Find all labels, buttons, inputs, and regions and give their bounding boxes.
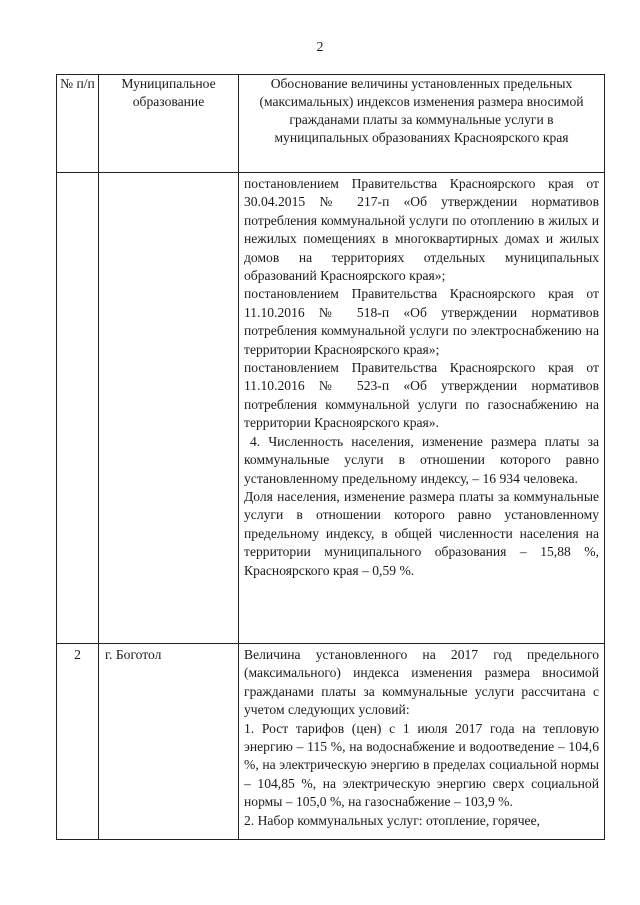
paragraph: Доля населения, изменение размера платы за коммунальные услуги в отношении которого равно установленному предельному индексу, в общей численности населения на территории муниципального образования – 15,88 %, Красноярского края – 0,59 %. — [244, 488, 599, 578]
row-municipality: г. Боготол — [99, 644, 239, 840]
table-row — [57, 173, 605, 644]
page-number: 2 — [316, 40, 324, 55]
header-number: № п/п — [57, 75, 99, 173]
paragraph: постановлением Правительства Красноярского края от 11.10.2016 № 523-п «Об утверждении нормативов потребления коммунальной услуги по газоснабжению на территории Красноярского края». — [244, 360, 599, 431]
header-justification: Обоснование величины установленных предельных (максимальных) индексов изменения размера вносимой гражданами платы за коммунальные услуги в муниципальных образованиях Красноярского края — [239, 75, 605, 173]
paragraph: 4. Численность населения, изменение размера платы за коммунальные услуги в отношении которого равно установленному предельному индексу, – 16 934 человека. — [244, 433, 599, 486]
row-municipality — [99, 173, 239, 644]
indices-table — [56, 74, 605, 840]
row-number: 2 — [57, 644, 99, 840]
row-justification — [239, 173, 605, 644]
paragraph: постановлением Правительства Красноярского края от 11.10.2016 № 518-п «Об утверждении нормативов потребления коммунальной услуги по электроснабжению на территории Красноярского края»; — [244, 286, 599, 357]
table-row — [57, 644, 605, 840]
row-justification — [239, 644, 605, 840]
paragraph: 2. Набор коммунальных услуг: отопление, горячее, — [244, 812, 541, 828]
paragraph: Величина установленного на 2017 год предельного (максимального) индекса изменения размера вносимой гражданами платы за коммунальные услуги рассчитана с учетом следующих условий: — [244, 647, 599, 718]
header-municipality: Муниципальное образование — [99, 75, 239, 173]
paragraph: постановлением Правительства Красноярского края от 30.04.2015 № 217-п «Об утверждении нормативов потребления коммунальной услуги по отоплению в жилых и нежилых помещениях в многоквартирных домах и жилых домов на территориях отдельных муниципальных образований Красноярского края»; — [244, 176, 599, 284]
row-number — [57, 173, 99, 644]
table-header-row — [57, 75, 605, 173]
paragraph: 1. Рост тарифов (цен) с 1 июля 2017 года на тепловую энергию – 115 %, на водоснабжение и водоотведение – 104,6 %, на электрическую энергию в пределах социальной нормы – 104,85 %, на электрическую энергию сверх социальной нормы – 105,0 %, на газоснабжение – 103,9 %. — [244, 720, 599, 810]
